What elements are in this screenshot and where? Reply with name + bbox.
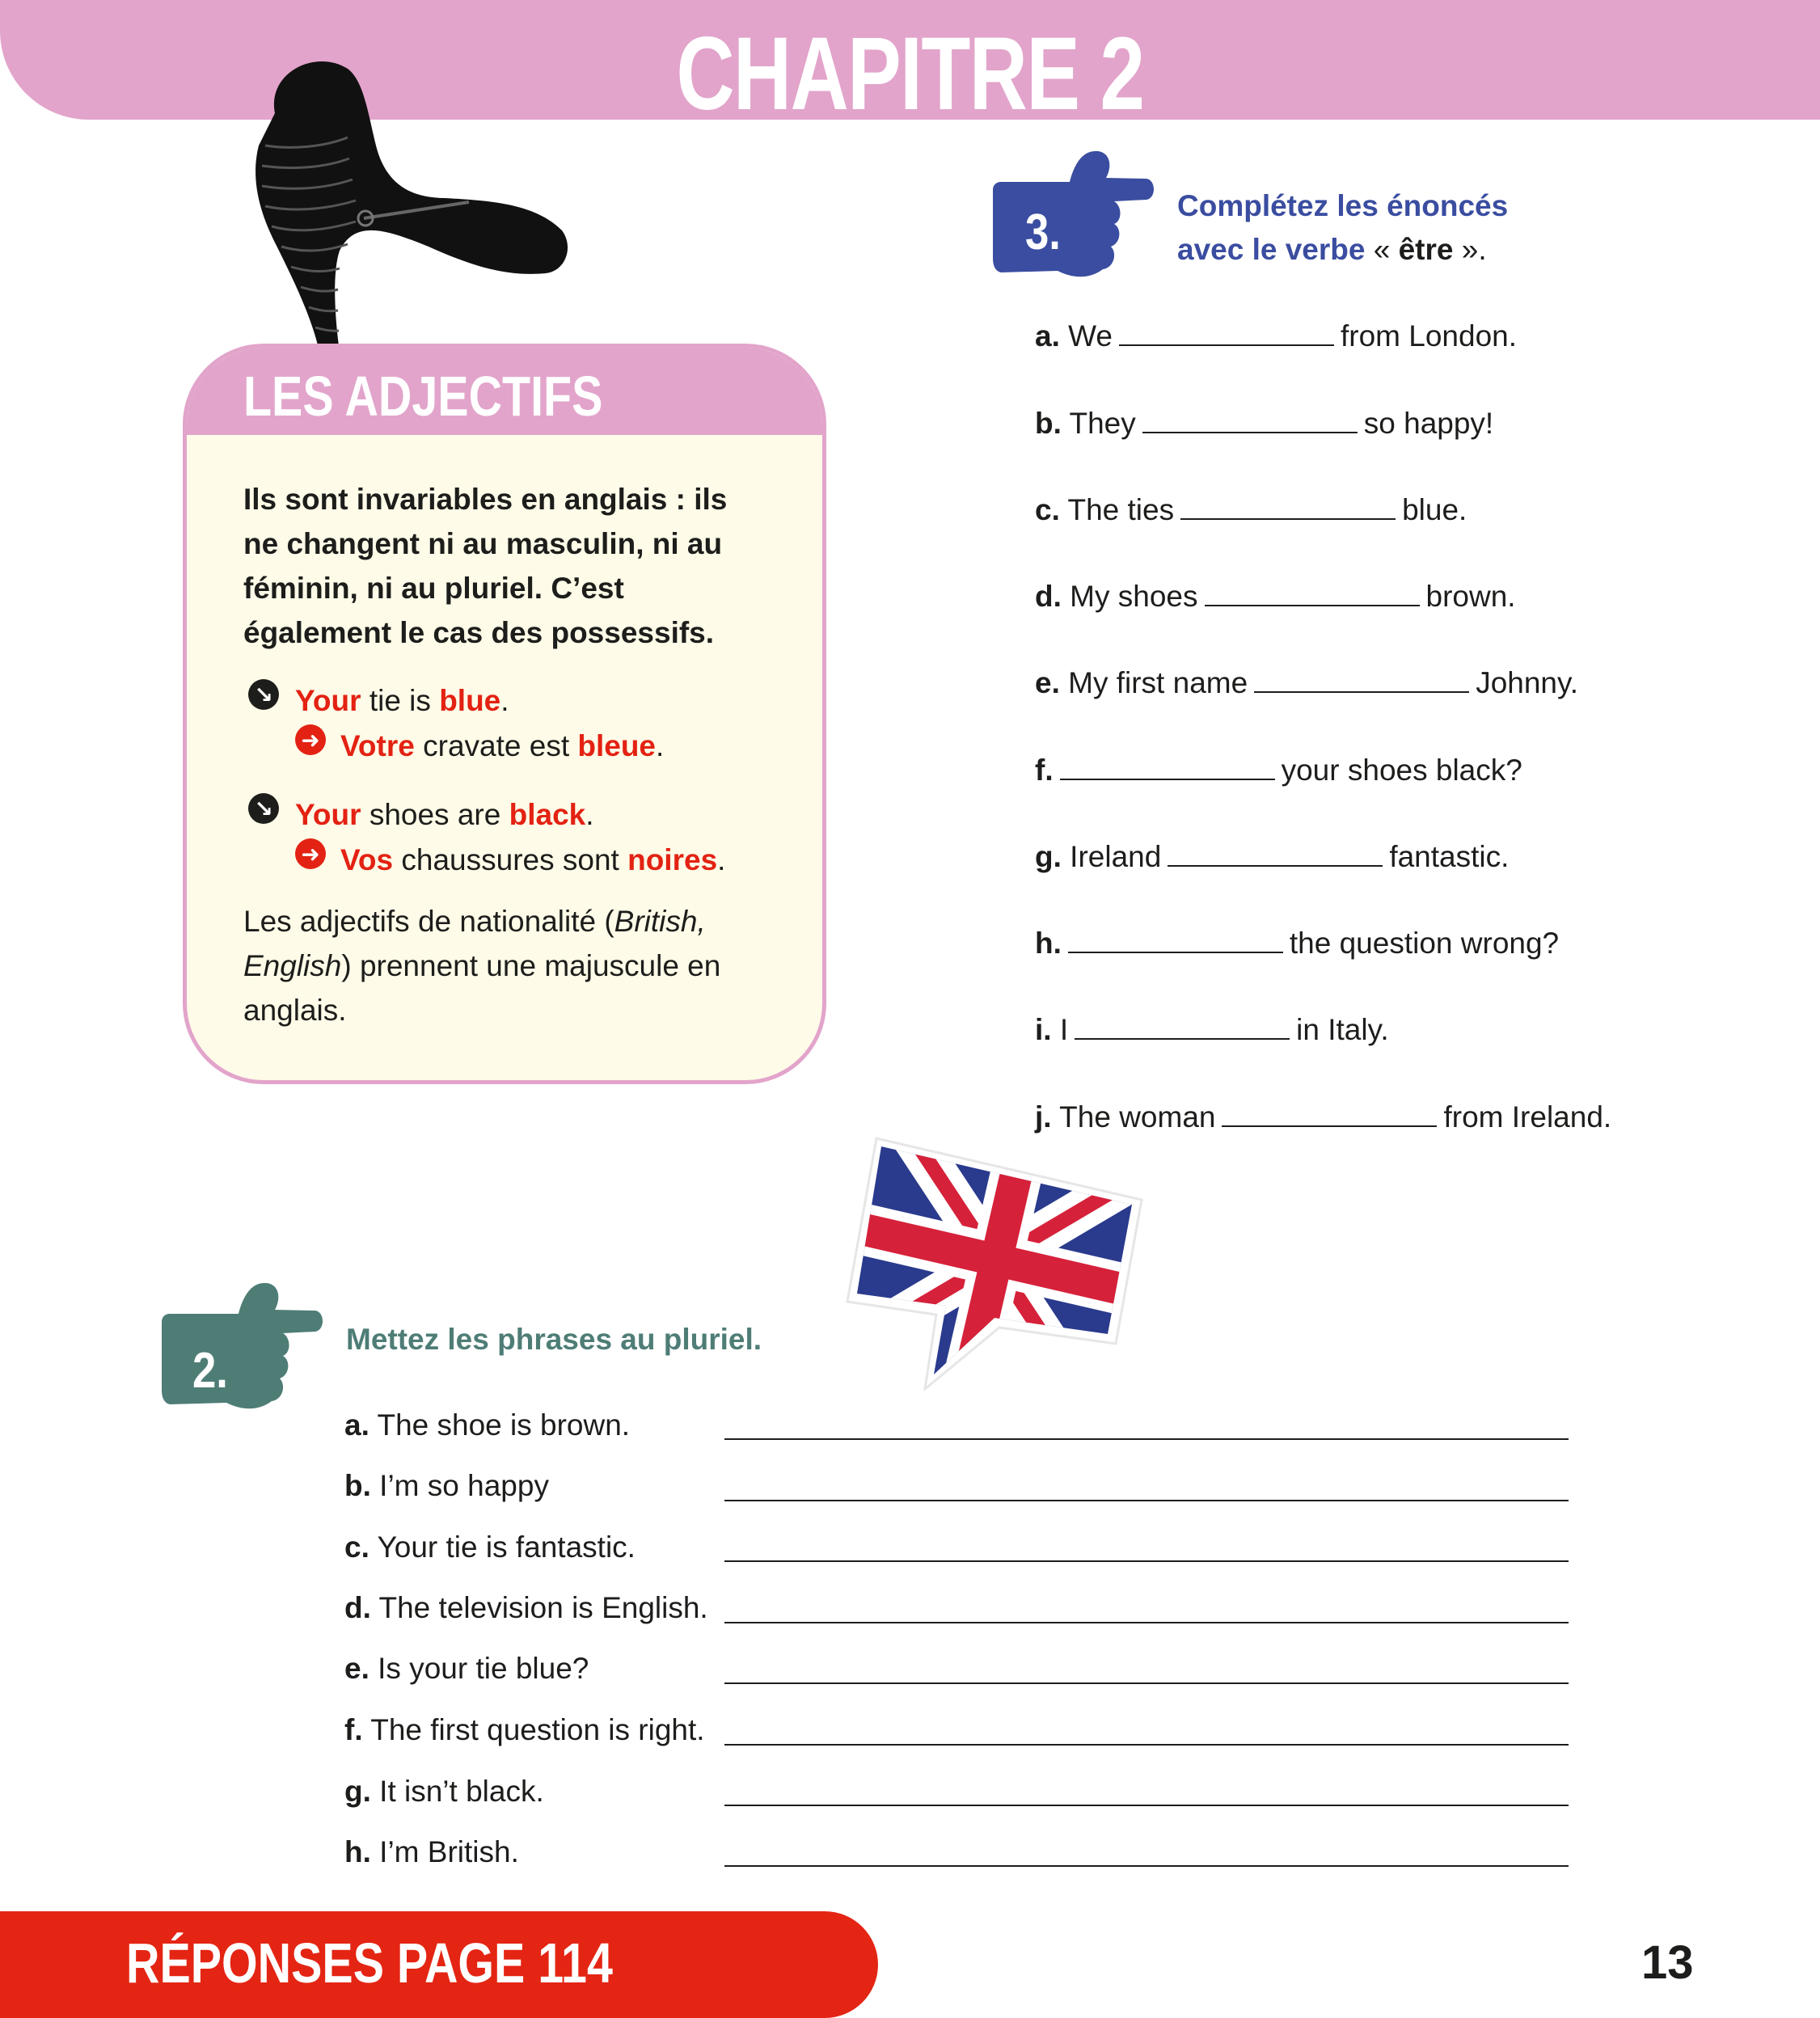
exercise-3-item: j. The woman from Ireland.: [1035, 1100, 1612, 1134]
answer-blank[interactable]: [1254, 667, 1469, 693]
page-number: 13: [1641, 1936, 1694, 1989]
example-2-french: Vos chaussures sont noires.: [340, 843, 726, 876]
answer-line[interactable]: [724, 1682, 1569, 1684]
exercise-3-item: i. I in Italy.: [1035, 1013, 1389, 1046]
nationality-note: Les adjectifs de nationalité (British, English) prennent une majuscule en anglais.: [243, 905, 721, 1027]
exercise-2-number: 2.: [192, 1343, 228, 1399]
exercise-2-item: e. Is your tie blue?: [344, 1652, 589, 1685]
exercise-2-item: a. The shoe is brown.: [344, 1408, 631, 1442]
answer-line[interactable]: [724, 1805, 1569, 1806]
exercise-3-item: g. Ireland fantastic.: [1035, 840, 1510, 873]
answer-blank[interactable]: [1142, 407, 1358, 433]
answer-line[interactable]: [724, 1560, 1569, 1562]
union-jack-flag-icon: [841, 1132, 1148, 1391]
exercise-3-item: d. My shoes brown.: [1035, 580, 1516, 613]
chapter-title: CHAPITRE 2: [676, 16, 1144, 132]
exercise-2-instruction: Mettez les phrases au pluriel.: [346, 1323, 762, 1356]
answer-blank[interactable]: [1075, 1014, 1290, 1040]
exercise-2-item: f. The first question is right.: [344, 1713, 705, 1746]
exercise-3-instruction: Complétez les énoncés avec le verbe « être ».: [1177, 189, 1509, 266]
answer-line[interactable]: [724, 1622, 1569, 1623]
arrow-down-right-icon: ↘: [248, 793, 279, 824]
answer-blank[interactable]: [1222, 1101, 1437, 1127]
exercise-3-item: f. your shoes black?: [1035, 754, 1522, 787]
exercise-2-item: b. I’m so happy: [344, 1469, 549, 1502]
answer-line[interactable]: [724, 1438, 1569, 1440]
answer-blank[interactable]: [1068, 927, 1283, 953]
answer-line[interactable]: [724, 1500, 1569, 1501]
exercise-2-item: h. I’m British.: [344, 1835, 519, 1868]
answers-reference: RÉPONSES PAGE 114: [126, 1931, 613, 1995]
adjectifs-rule: Ils sont invariables en anglais : ils ne changent ni au masculin, ni au féminin, ni au pluriel. C’est également le cas des possessifs.: [243, 483, 728, 649]
example-1-french: Votre cravate est bleue.: [340, 729, 665, 762]
pointing-hand-icon: [162, 1281, 323, 1423]
exercise-2-item: c. Your tie is fantastic.: [344, 1530, 636, 1564]
exercise-2-item: g. It isn’t black.: [344, 1775, 544, 1808]
answer-blank[interactable]: [1205, 580, 1420, 606]
exercise-3-item: c. The ties blue.: [1035, 493, 1467, 526]
arrow-right-icon: ➜: [295, 724, 326, 755]
exercise-3-item: e. My first name Johnny.: [1035, 666, 1579, 699]
answer-blank[interactable]: [1060, 754, 1275, 780]
exercise-3-number: 3.: [1025, 205, 1061, 260]
answer-line[interactable]: [724, 1865, 1569, 1867]
exercise-3-item: b. They so happy!: [1035, 407, 1494, 440]
adjectifs-box: [183, 344, 826, 1084]
exercise-3-item: a. We from London.: [1035, 319, 1518, 353]
pointing-hand-icon: [993, 150, 1155, 287]
adjectifs-title: LES ADJECTIFS: [243, 365, 603, 428]
answer-line[interactable]: [724, 1744, 1569, 1746]
answer-blank[interactable]: [1180, 494, 1396, 520]
arrow-right-icon: ➜: [295, 838, 326, 869]
answer-blank[interactable]: [1119, 320, 1334, 346]
shoe-illustration: [243, 57, 574, 364]
example-1-english: Your tie is blue.: [295, 684, 509, 717]
exercise-2-item: d. The television is English.: [344, 1591, 708, 1624]
example-2-english: Your shoes are black.: [295, 798, 594, 831]
exercise-3-item: h. the question wrong?: [1035, 927, 1560, 960]
answer-blank[interactable]: [1168, 841, 1383, 867]
arrow-down-right-icon: ↘: [248, 679, 279, 710]
